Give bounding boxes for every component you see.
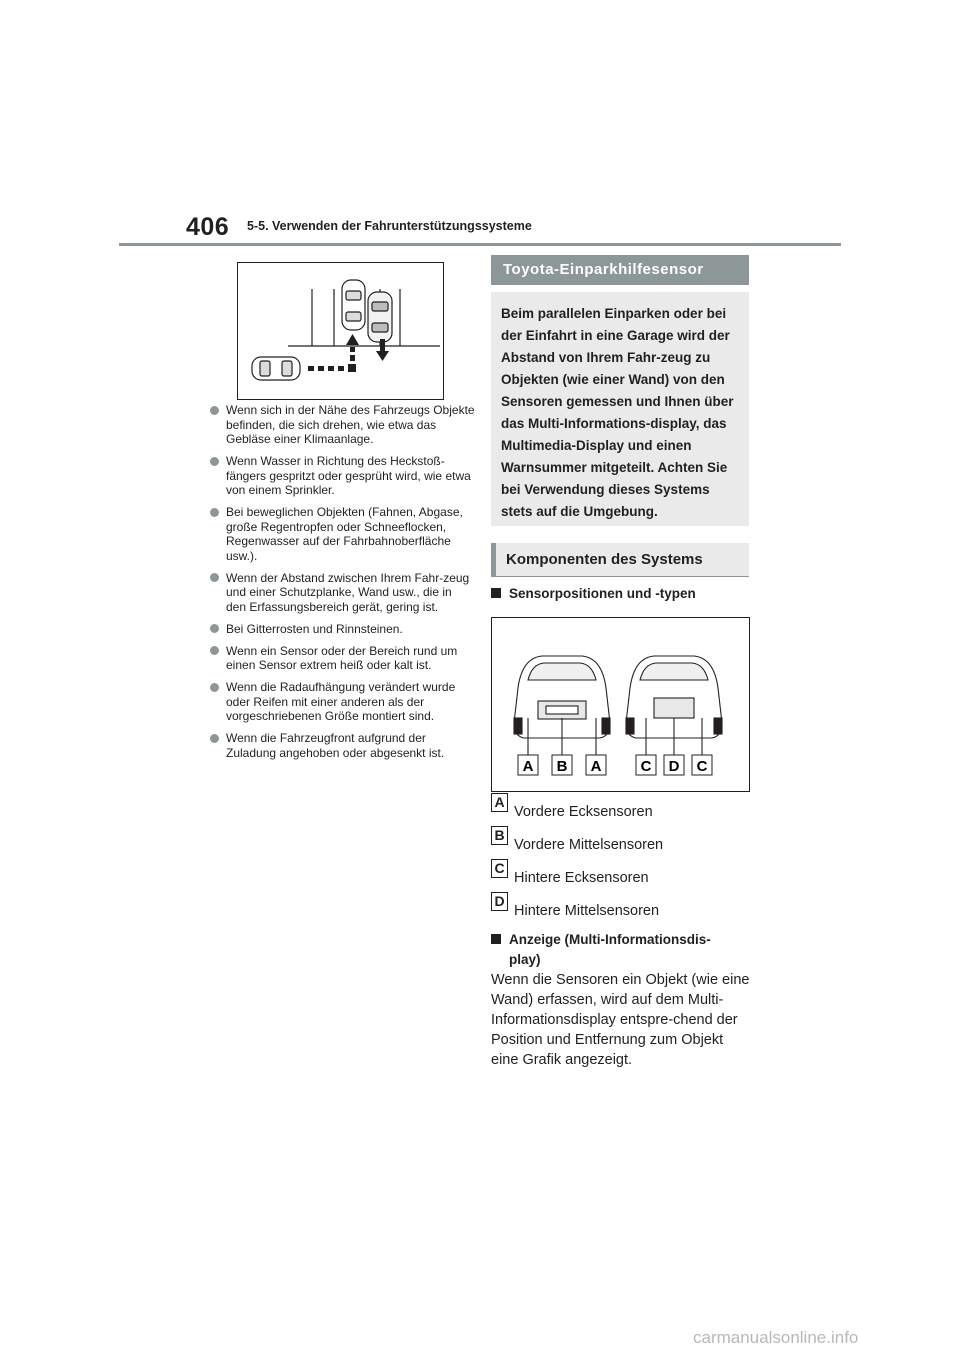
bullet-icon [210, 646, 219, 655]
legend-text: Vordere Mittelsensoren [514, 837, 664, 853]
legend-letter: C [491, 859, 508, 878]
display-heading: Anzeige (Multi-Informationsdis-play) [491, 930, 753, 970]
header-divider [119, 243, 841, 246]
list-item: Wenn ein Sensor oder der Bereich rund um einen Sensor extrem heiß oder kalt ist. [209, 644, 475, 673]
bullet-icon [210, 734, 219, 743]
callout-label: A [522, 758, 534, 775]
legend-item-c [491, 860, 649, 888]
legend-letter: D [491, 892, 508, 911]
legend-item-d [491, 893, 660, 921]
legend-text: Hintere Ecksensoren [514, 870, 649, 886]
legend-text: Vordere Ecksensoren [514, 804, 653, 820]
list-item: Wenn der Abstand zwischen Ihrem Fahr-zeug und einer Schutzplanke, Wand usw., die in den Erfassungsbereich gerät, gering ist. [209, 571, 475, 615]
section-heading: Toyota-Einparkhilfesensor [491, 255, 749, 285]
page-number: 406 [186, 213, 230, 241]
callout-label: C [696, 758, 708, 775]
parking-illustration [237, 262, 444, 400]
legend-letter: A [491, 793, 508, 812]
bullet-icon [210, 683, 219, 692]
legend-item-b [491, 827, 664, 855]
section-title: 5-5. Verwenden der Fahrunterstützungssysteme [247, 219, 532, 233]
list-item: Wenn Wasser in Richtung des Heckstoß-fängers gespritzt oder gesprüht wird, wie etwa von einem Sprinkler. [209, 454, 475, 498]
car-side-approach [252, 357, 300, 380]
bullet-icon [210, 406, 219, 415]
callout-label: A [590, 758, 602, 775]
components-heading: Komponenten des Systems [491, 543, 749, 577]
sensor-position-illustration [491, 617, 750, 792]
bullet-icon [210, 508, 219, 517]
list-item: Wenn die Fahrzeugfront aufgrund der Zuladung angehoben oder abgesenkt ist. [209, 731, 475, 760]
bullet-icon [210, 457, 219, 466]
list-item: Bei Gitterrosten und Rinnsteinen. [209, 622, 475, 637]
parking-diagram [238, 263, 443, 399]
callout-label: B [556, 758, 568, 775]
legend-text: Hintere Mittelsensoren [514, 903, 660, 919]
list-item: Bei beweglichen Objekten (Fahnen, Abgase, große Regentropfen oder Schneeflocken, Regenwasser auf der Fahrbahnoberfläche usw.). [209, 505, 475, 563]
sensor-diagram [492, 618, 749, 791]
legend-item-a [491, 794, 653, 822]
car-top-view-center [342, 280, 365, 330]
callout-label: C [640, 758, 652, 775]
intro-box: Beim parallelen Einparken oder bei der Einfahrt in eine Garage wird der Abstand von Ihrem Fahr-zeug zu Objekten (wie einer Wand) von den Sensoren gemessen und Ihnen über das Multi-Informations-display, das Multimedia-Display und einen Warnsummer mitgeteilt. Achten Sie bei Verwendung dieses Systems stets auf die Umgebung. [491, 292, 749, 526]
bullet-list [209, 403, 475, 768]
bullet-icon [210, 573, 219, 582]
callout-labels [518, 755, 712, 775]
sensor-positions-heading: Sensorpositionen und -typen [491, 584, 753, 604]
car-top-view-parked [368, 292, 392, 342]
bullet-icon [210, 624, 219, 633]
display-description: Wenn die Sensoren ein Objekt (wie eine Wand) erfassen, wird auf dem Multi-Informationsdisplay entspre-chend der Position und Entfernung zum Objekt eine Grafik angezeigt. [491, 972, 750, 1068]
legend-letter: B [491, 826, 508, 845]
callout-label: D [668, 758, 680, 775]
square-bullet-icon [491, 934, 501, 944]
list-item: Wenn sich in der Nähe des Fahrzeugs Objekte befinden, die sich drehen, wie etwa das Gebläse einer Klimaanlage. [209, 403, 475, 447]
square-bullet-icon [491, 588, 501, 598]
list-item: Wenn die Radaufhängung verändert wurde oder Reifen mit einer anderen als der vorgeschriebenen Größe montiert sind. [209, 680, 475, 724]
watermark: carmanualsonline.info [693, 1328, 859, 1347]
